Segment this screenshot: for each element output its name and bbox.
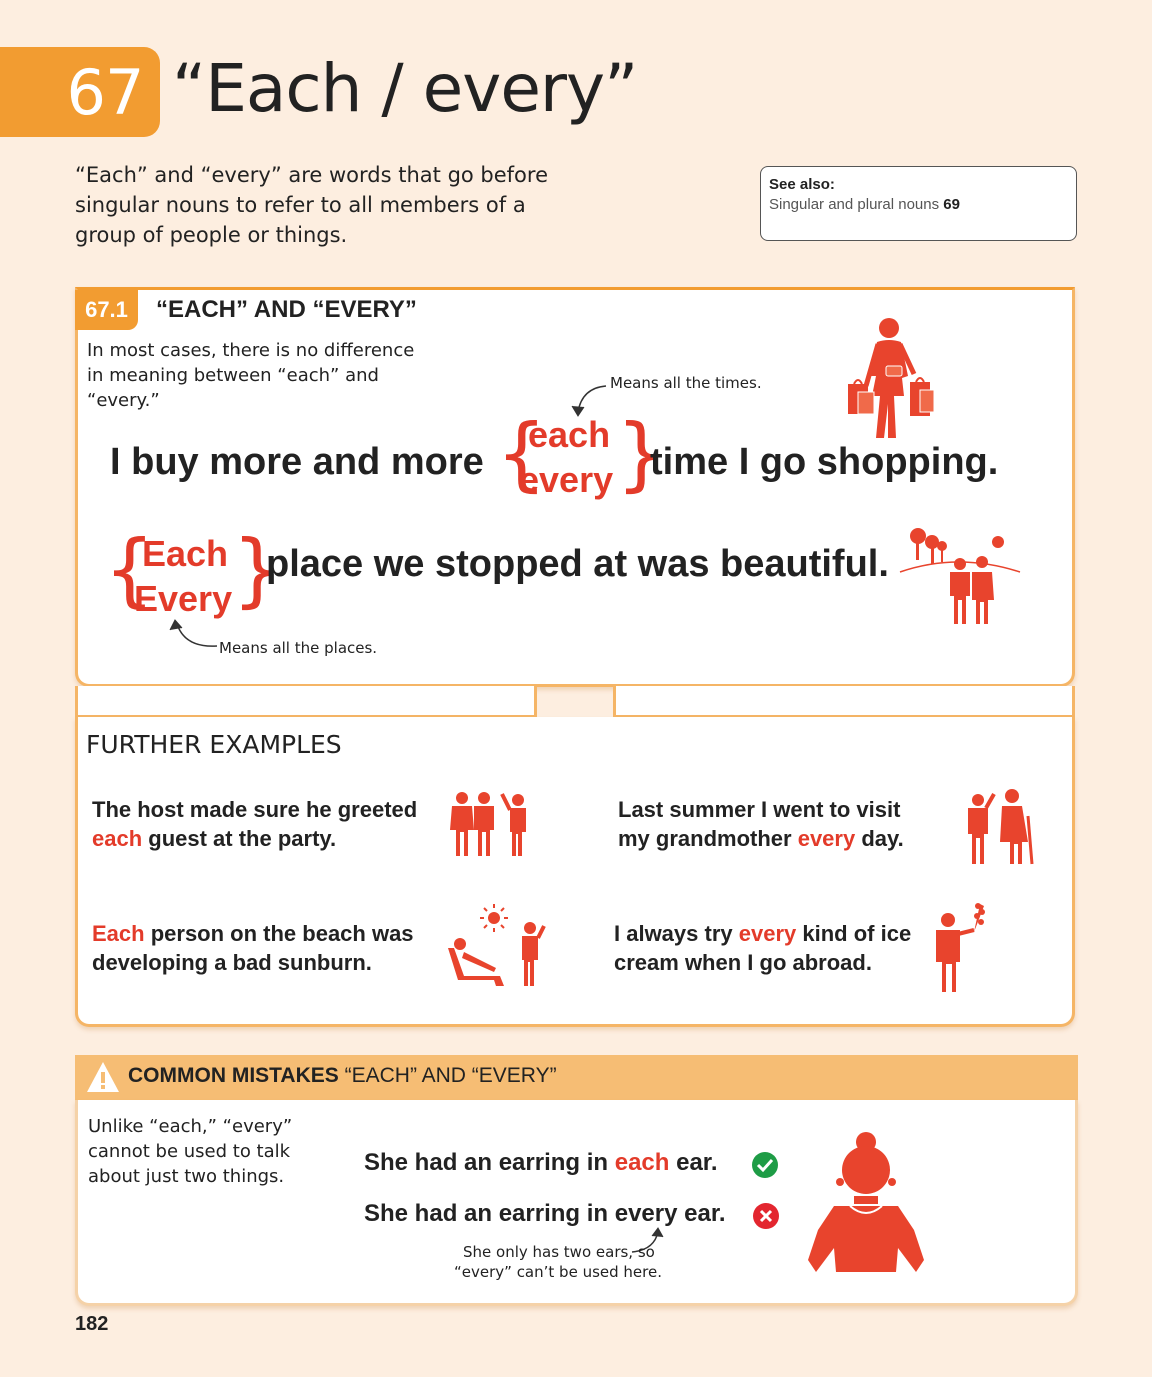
sentence-highlight: each: [614, 1149, 670, 1176]
beach-sunburn-icon: [444, 904, 548, 990]
intro-text: “Each” and “every” are words that go before singular nouns to refer to all members of a group of people or things.: [75, 163, 549, 247]
example-text: person on the beach was developing a bad sunburn.: [92, 921, 414, 975]
example-4: [614, 919, 944, 977]
sentence1-before: I buy more and more: [110, 441, 484, 483]
title-bold: COMMON MISTAKES: [128, 1064, 339, 1087]
right-brace: }: [616, 407, 667, 500]
example-text: guest at the party.: [142, 826, 337, 851]
example-text: day.: [855, 826, 904, 851]
connector-left: [75, 686, 537, 718]
sentence1-after: time I go shopping.: [650, 441, 999, 483]
common-mistakes-intro: Unlike “each,” “every” cannot be used to talk about just two things.: [88, 1116, 293, 1187]
example-1: [92, 795, 442, 853]
grandmother-visit-icon: [964, 786, 1036, 866]
title-rest: “EACH” AND “EVERY”: [338, 1064, 557, 1087]
sentence2-after: place we stopped at was beautiful.: [266, 543, 889, 585]
check-icon: [751, 1151, 779, 1179]
example-3: [92, 919, 442, 977]
example-highlight: every: [797, 826, 856, 851]
example-text: I always try: [614, 921, 739, 946]
section-intro: In most cases, there is no difference in meaning between “each” and “every.”: [87, 340, 415, 411]
arrow-icon: [165, 616, 225, 656]
further-examples-panel: [75, 717, 1075, 1027]
note-two-ears-line2: “every” can’t be used here.: [454, 1263, 662, 1281]
example-highlight: each: [92, 826, 143, 851]
left-brace: {: [104, 523, 155, 616]
example-highlight: every: [738, 921, 797, 946]
option-each-capital: Each: [142, 533, 229, 574]
page-number: 182: [75, 1313, 109, 1335]
option-each: each: [528, 414, 611, 455]
common-mistakes-title: [128, 1064, 557, 1088]
couple-landscape-icon: [898, 524, 1022, 628]
cross-icon: [752, 1202, 780, 1230]
left-brace: {: [496, 407, 547, 500]
sentence-text: She had an earring in: [364, 1149, 615, 1176]
section-badge: 67.1: [75, 290, 138, 330]
note-all-times: Means all the times.: [610, 374, 762, 392]
party-guests-icon: [448, 790, 536, 860]
right-brace: }: [232, 523, 283, 616]
see-also-label: See also:: [769, 176, 835, 193]
sentence-text: ear.: [669, 1149, 718, 1176]
example-text: kind of ice cream when I go abroad.: [614, 921, 912, 975]
shopping-woman-icon: [842, 314, 942, 442]
further-examples-title: FURTHER EXAMPLES: [86, 730, 342, 759]
see-also-number: 69: [943, 196, 960, 213]
woman-earrings-icon: [806, 1130, 928, 1274]
option-every-capital: Every: [134, 578, 233, 619]
see-also-box: [760, 166, 1077, 241]
see-also-link[interactable]: [769, 195, 1068, 215]
warning-icon: [85, 1060, 121, 1094]
wrong-sentence: She had an earring in every ear.: [364, 1200, 726, 1227]
ice-cream-icon: [930, 898, 990, 994]
section-title: “EACH” AND “EVERY”: [156, 296, 417, 323]
note-two-ears-line1: She only has two ears, so: [463, 1243, 655, 1261]
note-all-places: Means all the places.: [219, 639, 378, 657]
page-title: “Each / every”: [172, 50, 638, 127]
correct-sentence: [364, 1148, 717, 1177]
see-also-text: Singular and plural nouns: [769, 196, 944, 213]
connector-right: [613, 686, 1075, 718]
option-every: every: [519, 459, 614, 500]
example-text: Last summer I went to visit my grandmother: [618, 797, 901, 851]
example-text: The host made sure he greeted: [92, 797, 418, 822]
example-highlight: Each: [92, 921, 145, 946]
chapter-number-tab: 67: [0, 47, 160, 137]
example-2: [618, 795, 938, 853]
